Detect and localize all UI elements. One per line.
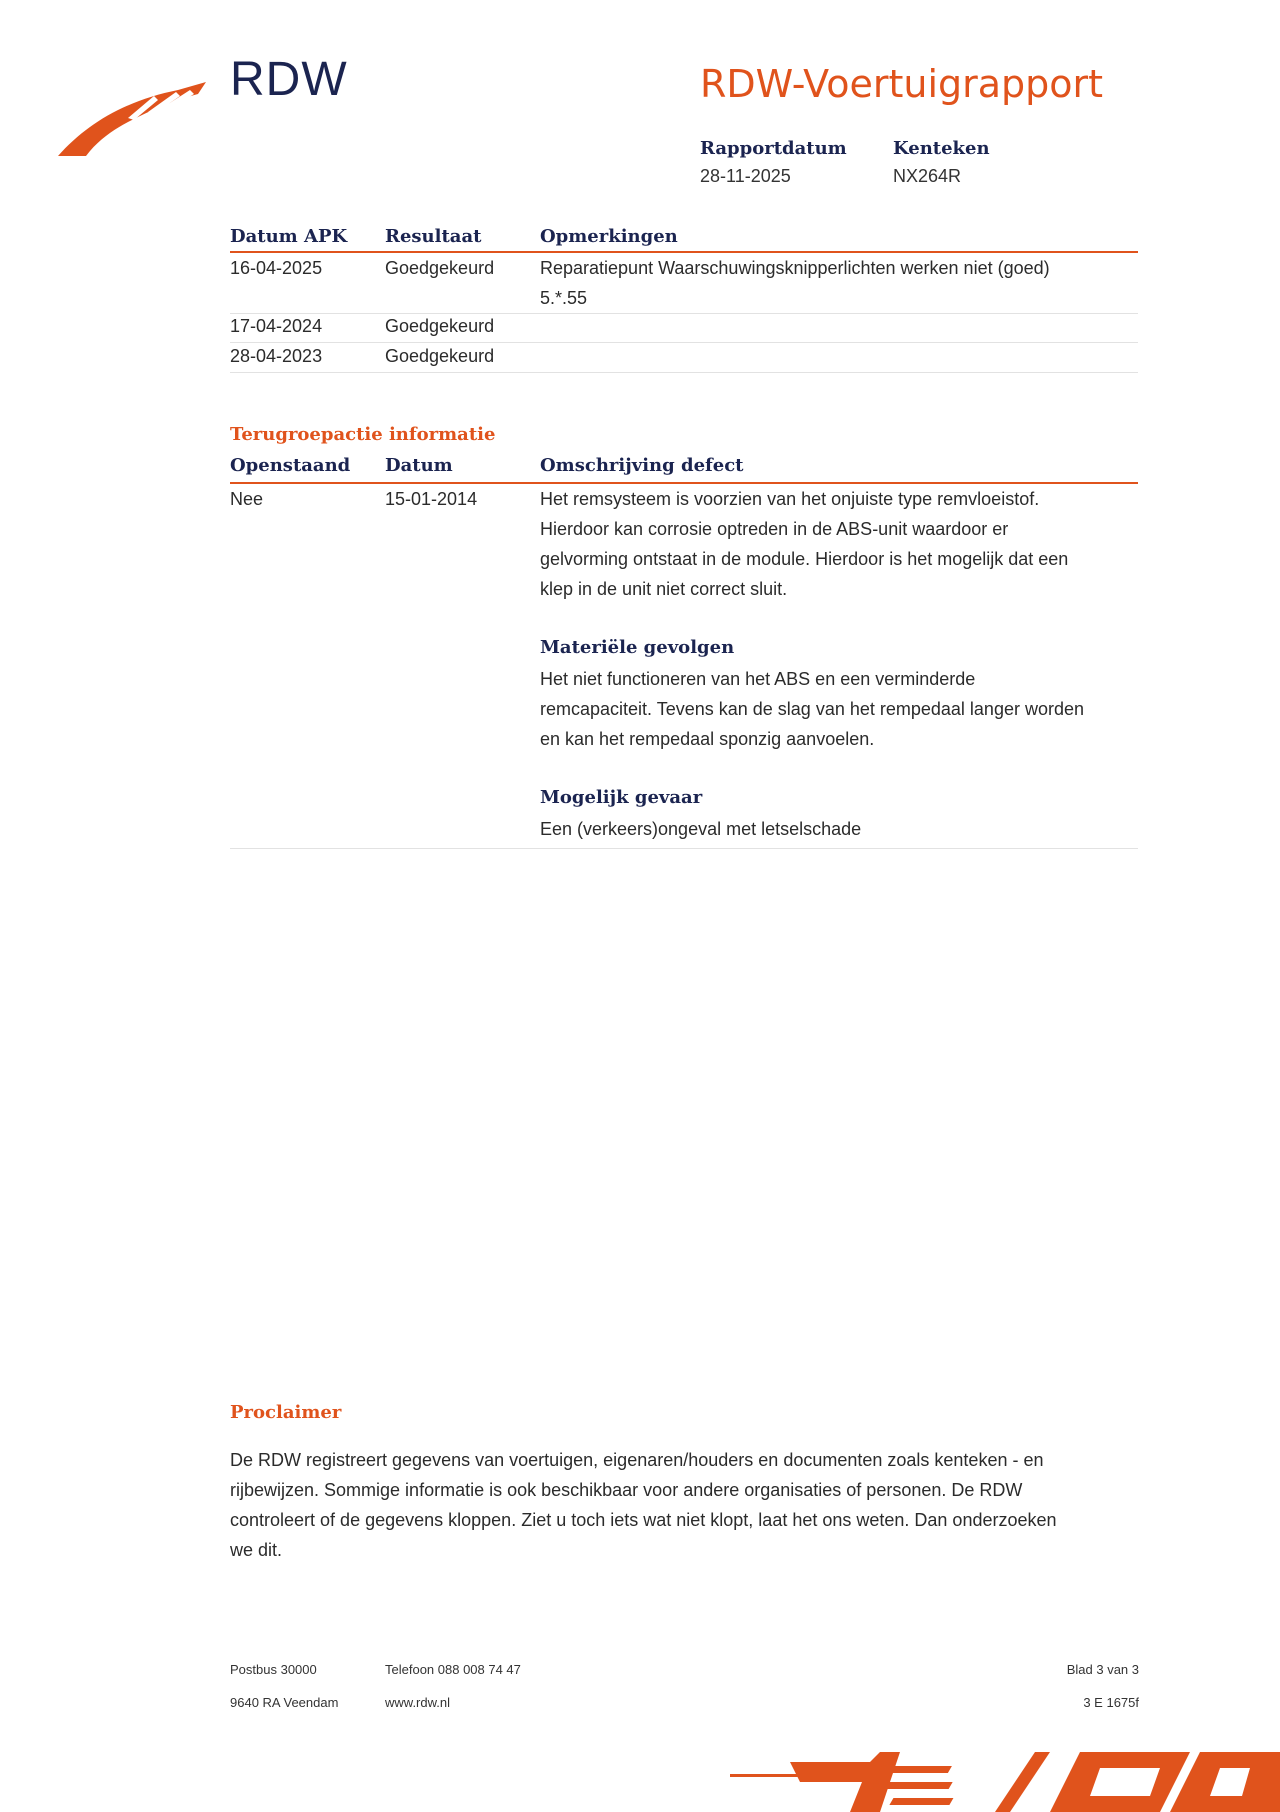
possible-danger-title: Mogelijk gevaar <box>540 787 703 808</box>
recall-defect-line: klep in de unit niet correct sluit. <box>540 579 788 599</box>
material-consequences-line: en kan het rempedaal sponzig aanvoelen. <box>540 729 875 749</box>
rdw-stripe-logo-icon <box>730 1752 1280 1812</box>
recall-section-title: Terugroepactie informatie <box>230 424 496 445</box>
apk-row-divider <box>230 372 1138 373</box>
recall-defect-line: gelvorming ontstaat in de module. Hierdoor is het mogelijk dat een <box>540 549 1069 569</box>
proclaimer-line: De RDW registreert gegevens van voertuigen, eigenaren/houders en documenten zoals kenteken - en <box>230 1450 1044 1470</box>
proclaimer-line: controleert of de gegevens kloppen. Ziet u toch iets wat niet klopt, laat het ons weten. Dan onderzoeken <box>230 1510 1057 1530</box>
apk-row-date: 28-04-2023 <box>230 346 323 366</box>
footer-phone: Telefoon 088 008 74 47 <box>385 1662 521 1677</box>
apk-col-remarks: Opmerkingen <box>540 226 678 247</box>
recall-row-divider <box>230 848 1138 849</box>
report-date-label: Rapportdatum <box>700 138 847 159</box>
footer-document-code: 3 E 1675f <box>1083 1695 1139 1710</box>
recall-open-value: Nee <box>230 489 264 509</box>
footer-city: 9640 RA Veendam <box>230 1695 339 1710</box>
apk-row-result: Goedgekeurd <box>385 258 495 278</box>
proclaimer-line: we dit. <box>230 1540 283 1560</box>
apk-row-date: 17-04-2024 <box>230 316 323 336</box>
footer-page-number: Blad 3 van 3 <box>1066 1662 1139 1677</box>
apk-row-result: Goedgekeurd <box>385 316 495 336</box>
apk-row-result: Goedgekeurd <box>385 346 495 366</box>
footer-website[interactable]: www.rdw.nl <box>385 1695 451 1710</box>
recall-defect-line: Hierdoor kan corrosie optreden in de ABS-unit waardoor er <box>540 519 1009 539</box>
logo-text: RDW <box>230 53 348 106</box>
recall-defect-line: Het remsysteem is voorzien van het onjuiste type remvloeistof. <box>540 489 1040 509</box>
apk-col-result: Resultaat <box>385 226 482 247</box>
document-title: RDW-Voertuigrapport <box>700 62 1104 106</box>
material-consequences-line: Het niet functioneren van het ABS en een verminderde <box>540 669 976 689</box>
report-date-value: 28-11-2025 <box>700 166 791 186</box>
plate-label: Kenteken <box>893 138 990 159</box>
apk-row-divider <box>230 342 1138 343</box>
recall-col-open: Openstaand <box>230 455 351 476</box>
footer-postbus: Postbus 30000 <box>230 1662 317 1677</box>
apk-row-divider <box>230 313 1138 314</box>
proclaimer-line: rijbewijzen. Sommige informatie is ook beschikbaar voor andere organisaties of personen. De RDW <box>230 1480 1023 1500</box>
recall-date-value: 15-01-2014 <box>385 489 478 509</box>
recall-col-date: Datum <box>385 455 453 476</box>
material-consequences-line: remcapaciteit. Tevens kan de slag van het rempedaal langer worden <box>540 699 1084 719</box>
apk-row-remarks-cont: 5.*.55 <box>540 288 588 308</box>
recall-col-defect: Omschrijving defect <box>540 455 744 476</box>
apk-row-date: 16-04-2025 <box>230 258 323 278</box>
possible-danger-text: Een (verkeers)ongeval met letselschade <box>540 819 862 839</box>
apk-col-date: Datum APK <box>230 226 348 247</box>
plate-value: NX264R <box>893 166 962 186</box>
apk-row-remarks: Reparatiepunt Waarschuwingsknipperlichten werken niet (goed) <box>540 258 1050 278</box>
rdw-logo-icon <box>58 82 206 160</box>
material-consequences-title: Materiële gevolgen <box>540 637 735 658</box>
proclaimer-title: Proclaimer <box>230 1402 342 1423</box>
